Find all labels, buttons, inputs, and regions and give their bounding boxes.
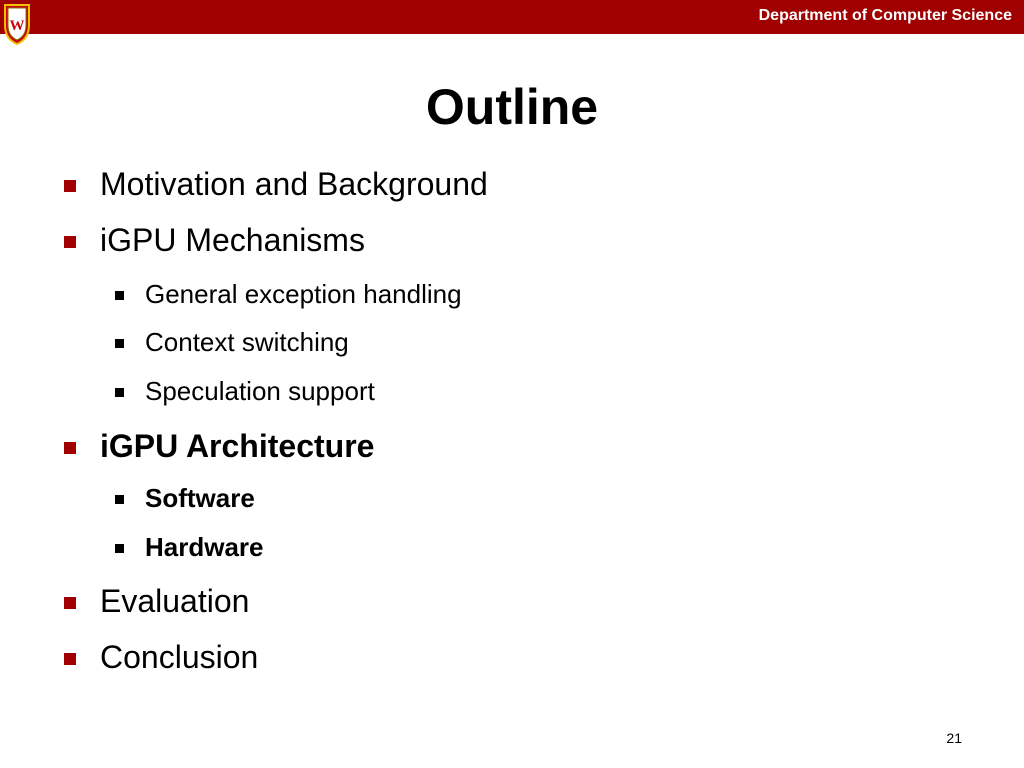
bullet-icon — [115, 291, 124, 300]
outline-item-label: iGPU Architecture — [100, 428, 375, 464]
bullet-icon — [64, 442, 76, 454]
outline-item-label: Context switching — [145, 327, 349, 357]
outline-subitem — [145, 279, 462, 310]
slide-title: Outline — [425, 79, 599, 135]
university-crest-icon — [2, 1, 32, 45]
department-label: Department of Computer Science — [758, 7, 1012, 24]
outline-item-label: General exception handling — [145, 279, 462, 309]
outline-item-label: iGPU Mechanisms — [100, 222, 365, 258]
bullet-icon — [115, 544, 124, 553]
outline-item — [100, 166, 488, 203]
outline-item-label: Software — [145, 483, 255, 513]
outline-item-label: Speculation support — [145, 376, 375, 406]
header-bar — [0, 0, 1024, 34]
bullet-icon — [115, 388, 124, 397]
outline-item — [100, 639, 258, 676]
crest-letter: W — [9, 18, 25, 34]
outline-item-label: Hardware — [145, 532, 264, 562]
outline-item — [100, 222, 365, 259]
bullet-icon — [64, 597, 76, 609]
bullet-icon — [115, 495, 124, 504]
bullet-icon — [64, 180, 76, 192]
bullet-icon — [115, 339, 124, 348]
page-number: 21 — [946, 730, 962, 746]
outline-item — [100, 428, 374, 465]
outline-subitem — [145, 483, 255, 514]
outline-item-label: Motivation and Background — [100, 166, 488, 202]
outline-subitem — [145, 532, 264, 563]
outline-item-label: Evaluation — [100, 583, 250, 619]
outline-item — [100, 583, 249, 620]
bullet-icon — [64, 236, 76, 248]
outline-subitem — [145, 327, 349, 358]
outline-subitem — [145, 376, 375, 407]
outline-item-label: Conclusion — [100, 639, 259, 675]
bullet-icon — [64, 653, 76, 665]
